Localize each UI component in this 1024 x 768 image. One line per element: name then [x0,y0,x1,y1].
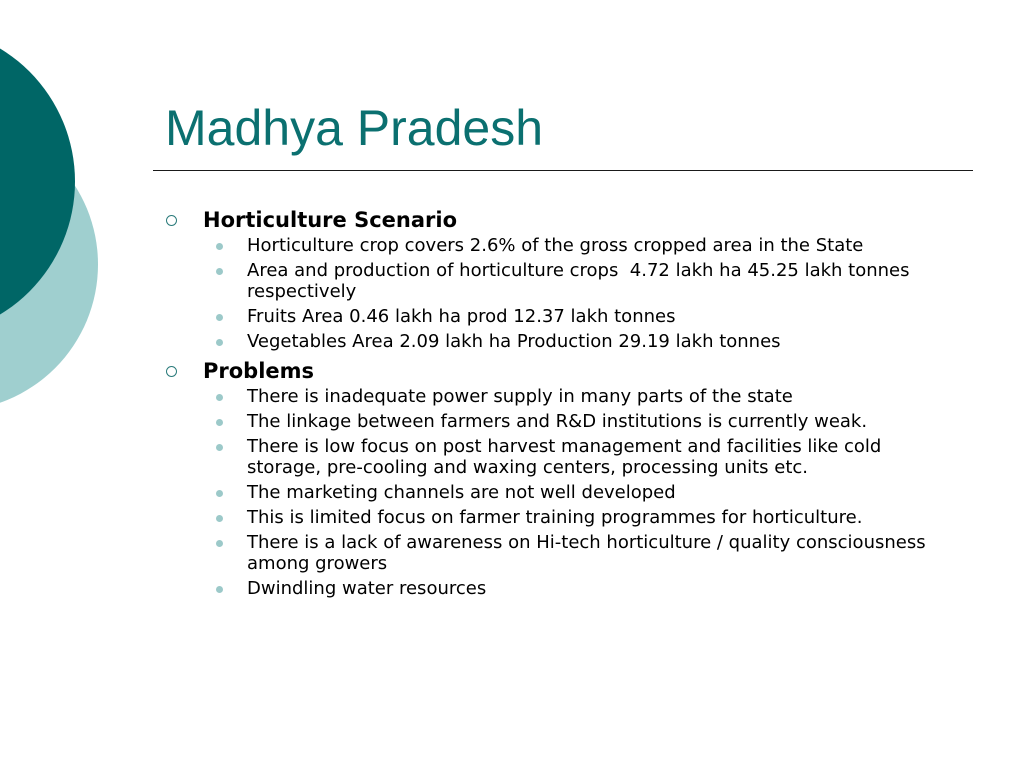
list-item [160,260,960,302]
section-heading: Problems [203,359,315,383]
bullet-list [160,235,980,352]
list-item [160,235,960,256]
list-item [160,532,960,574]
section-heading: Horticulture Scenario [203,208,458,232]
dot-bullet-icon [216,268,223,275]
dot-bullet-icon [216,419,223,426]
section-problems [160,356,980,599]
list-item-text: Horticulture crop covers 2.6% of the gross cropped area in the State [247,235,864,256]
list-item [160,436,960,478]
dot-bullet-icon [216,394,223,401]
dot-bullet-icon [216,339,223,346]
list-item-text: Fruits Area 0.46 lakh ha prod 12.37 lakh tonnes [247,306,676,327]
list-item [160,507,960,528]
slide-title: Madhya Pradesh [165,100,544,156]
list-item [160,578,960,599]
section-heading-row [160,205,980,235]
slide-body [160,205,980,603]
section-horticulture-scenario [160,205,980,352]
list-item-text: Dwindling water resources [247,578,487,599]
list-item-text: Vegetables Area 2.09 lakh ha Production 29.19 lakh tonnes [247,331,781,352]
list-item [160,331,960,352]
dot-bullet-icon [216,586,223,593]
list-item-text: There is low focus on post harvest management and facilities like cold storage, pre-cooling and waxing centers, processing units etc. [247,436,888,478]
dot-bullet-icon [216,515,223,522]
list-item-text: The marketing channels are not well developed [247,482,676,503]
dot-bullet-icon [216,490,223,497]
dot-bullet-icon [216,243,223,250]
title-divider [153,170,973,171]
list-item-text: Area and production of horticulture crops 4.72 lakh ha 45.25 lakh tonnes respectively [247,260,916,302]
list-item [160,386,960,407]
list-item-text: There is a lack of awareness on Hi-tech horticulture / quality consciousness among growers [247,532,932,574]
section-heading-row [160,356,980,386]
list-item [160,306,960,327]
list-item-text: This is limited focus on farmer training programmes for horticulture. [247,507,863,528]
dot-bullet-icon [216,540,223,547]
dot-bullet-icon [216,444,223,451]
list-item [160,482,960,503]
dot-bullet-icon [216,314,223,321]
list-item [160,411,960,432]
hollow-circle-bullet-icon [166,366,177,377]
list-item-text: The linkage between farmers and R&D institutions is currently weak. [247,411,868,432]
bullet-list [160,386,980,599]
list-item-text: There is inadequate power supply in many parts of the state [247,386,793,407]
hollow-circle-bullet-icon [166,215,177,226]
